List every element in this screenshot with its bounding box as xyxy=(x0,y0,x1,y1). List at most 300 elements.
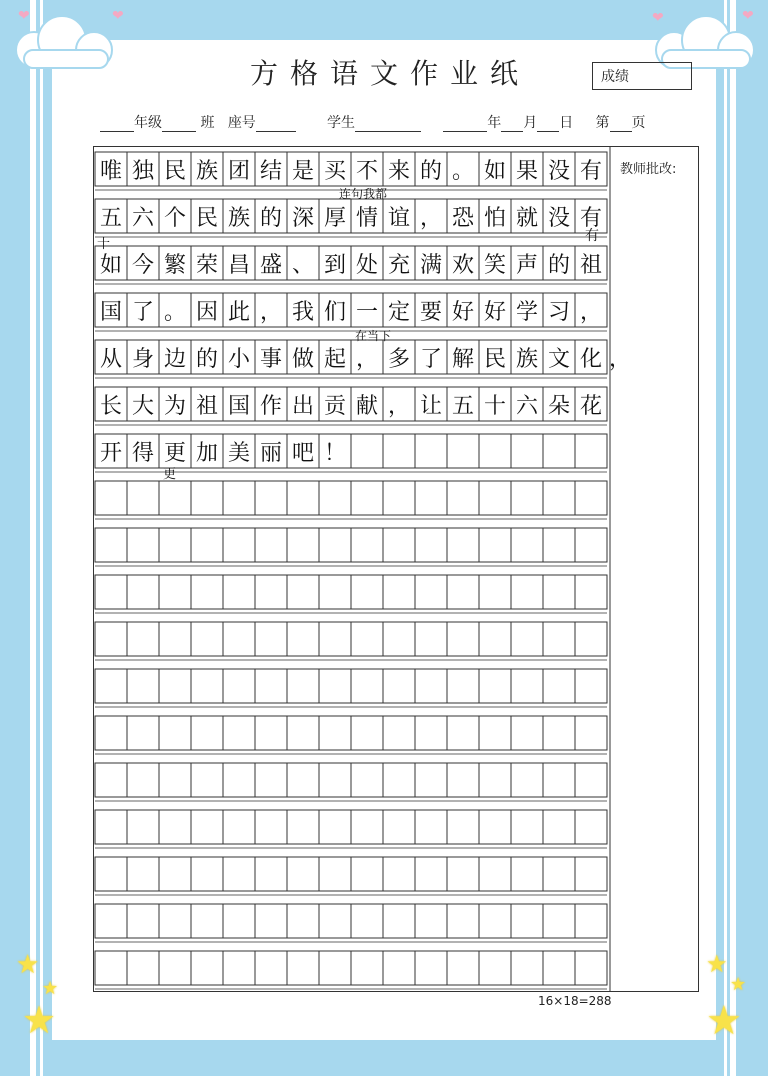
grid-cell xyxy=(127,857,159,891)
handwritten-annotation: 更 xyxy=(163,467,177,482)
grid-cell xyxy=(415,763,447,797)
handwritten-char: 因 xyxy=(195,300,219,325)
grid-cell xyxy=(127,716,159,750)
handwritten-char: 族 xyxy=(195,159,219,184)
grid-cell xyxy=(511,857,543,891)
handwritten-char: 果 xyxy=(515,159,539,184)
student-blank[interactable] xyxy=(355,117,421,132)
heart-icon: ❤ xyxy=(742,8,754,24)
grid-cell xyxy=(511,810,543,844)
grid-cell xyxy=(223,810,255,844)
grid-cell xyxy=(479,575,511,609)
grid-cell xyxy=(319,622,351,656)
grid-cell xyxy=(159,857,191,891)
handwritten-char: 团 xyxy=(227,159,251,184)
grid-cell xyxy=(575,716,607,750)
grid-cell xyxy=(383,528,415,562)
handwritten-char: 今 xyxy=(131,253,155,278)
grid-cell xyxy=(223,528,255,562)
handwritten-char: 情 xyxy=(355,206,379,231)
grid-cell xyxy=(351,904,383,938)
grid-cell xyxy=(351,481,383,515)
grid-cell xyxy=(191,622,223,656)
grid-cell xyxy=(543,716,575,750)
grid-cell xyxy=(95,810,127,844)
grid-cell xyxy=(159,481,191,515)
grid-cell xyxy=(223,716,255,750)
handwritten-char: 结 xyxy=(259,159,283,184)
grid-cell xyxy=(255,575,287,609)
grid-cell xyxy=(287,716,319,750)
teacher-comment-label: 教师批改: xyxy=(620,162,677,177)
grid-cell xyxy=(159,763,191,797)
page-blank[interactable] xyxy=(610,117,632,132)
handwritten-annotation: 十 xyxy=(97,237,111,252)
handwritten-char: 的 xyxy=(195,347,219,372)
handwritten-char: 五 xyxy=(99,206,123,231)
grid-cell xyxy=(319,857,351,891)
handwritten-char: 加 xyxy=(195,441,219,466)
handwritten-char: 来 xyxy=(387,159,411,184)
grid-cell xyxy=(511,622,543,656)
star-icon: ★ xyxy=(42,978,59,999)
grid-cell xyxy=(127,528,159,562)
grid-cell xyxy=(543,857,575,891)
grid-cell xyxy=(127,481,159,515)
handwritten-char: 声 xyxy=(515,253,539,278)
handwritten-char: 的 xyxy=(259,206,283,231)
handwritten-char: 小 xyxy=(227,347,251,372)
handwritten-char: 身 xyxy=(131,347,155,372)
grid-cell xyxy=(351,810,383,844)
grid-cell xyxy=(575,575,607,609)
grid-cell xyxy=(255,857,287,891)
grid-cell xyxy=(95,528,127,562)
grid-cell xyxy=(479,528,511,562)
grid-cell xyxy=(287,575,319,609)
grid-cell xyxy=(319,481,351,515)
grid-cell xyxy=(479,857,511,891)
grid-cell xyxy=(575,810,607,844)
handwritten-char: 美 xyxy=(227,441,251,466)
grid-cell xyxy=(95,622,127,656)
handwritten-char: 国 xyxy=(99,300,123,325)
grid-cell xyxy=(447,716,479,750)
day-label: 日 xyxy=(559,115,574,131)
grid-cell xyxy=(255,810,287,844)
score-box[interactable] xyxy=(592,62,692,90)
grid-cell xyxy=(319,528,351,562)
left-stripe-1 xyxy=(30,0,36,1076)
grid-cell xyxy=(223,857,255,891)
handwritten-char: 事 xyxy=(259,347,283,372)
grid-cell xyxy=(191,857,223,891)
page-suffix: 页 xyxy=(631,115,646,131)
grid-cell xyxy=(447,904,479,938)
grid-cell xyxy=(575,622,607,656)
grid-cell xyxy=(575,481,607,515)
grid-cell xyxy=(255,763,287,797)
grid-cell xyxy=(351,763,383,797)
grid-cell xyxy=(159,904,191,938)
grid-cell xyxy=(575,904,607,938)
grid-cell xyxy=(479,481,511,515)
grid-cell xyxy=(511,716,543,750)
grid-cell xyxy=(319,575,351,609)
grid-cell xyxy=(351,669,383,703)
grid-cell xyxy=(223,481,255,515)
page-prefix: 第 xyxy=(595,115,610,131)
handwritten-char: 民 xyxy=(195,206,219,231)
day-blank[interactable] xyxy=(537,117,559,132)
grade-blank[interactable] xyxy=(100,117,134,132)
handwritten-char: ！ xyxy=(323,441,347,466)
handwritten-char: 祖 xyxy=(579,253,603,278)
grid-cell xyxy=(191,763,223,797)
grid-cell xyxy=(479,434,511,468)
handwritten-char: 起 xyxy=(323,347,347,372)
handwritten-char: 笑 xyxy=(483,253,507,278)
handwritten-char: 好 xyxy=(483,300,507,325)
handwritten-char: 作 xyxy=(259,394,283,419)
handwritten-char: ， xyxy=(579,300,603,325)
grid-cell xyxy=(511,669,543,703)
grid-cell xyxy=(95,951,127,985)
grid-cell xyxy=(447,434,479,468)
grid-cell xyxy=(511,481,543,515)
handwritten-char: 不 xyxy=(355,159,379,184)
handwritten-char: 更 xyxy=(163,441,187,466)
grid-cell xyxy=(255,481,287,515)
star-icon: ★ xyxy=(706,950,728,978)
grid-cell xyxy=(287,528,319,562)
star-icon: ★ xyxy=(22,998,57,1042)
grid-cell xyxy=(351,951,383,985)
handwritten-char: 五 xyxy=(451,394,475,419)
handwritten-char: 民 xyxy=(163,159,187,184)
handwritten-char: 族 xyxy=(515,347,539,372)
handwritten-char: 为 xyxy=(163,394,187,419)
handwritten-char: 多 xyxy=(387,347,411,372)
handwritten-char: 化 xyxy=(579,347,603,372)
grid-cell xyxy=(255,951,287,985)
handwritten-char: 独 xyxy=(131,159,155,184)
handwritten-char: 昌 xyxy=(227,253,251,278)
handwritten-char: 开 xyxy=(99,441,123,466)
handwritten-char: 国 xyxy=(227,394,251,419)
handwritten-annotation: 在当下 xyxy=(355,329,392,343)
grid-cell xyxy=(383,904,415,938)
grid-cell xyxy=(287,857,319,891)
grid-cell xyxy=(191,810,223,844)
grid-cell xyxy=(351,528,383,562)
heart-icon: ❤ xyxy=(18,8,30,24)
grid-cell xyxy=(543,481,575,515)
grid-cell xyxy=(447,857,479,891)
grid-cell xyxy=(95,575,127,609)
grid-cell xyxy=(159,716,191,750)
grid-cell xyxy=(543,951,575,985)
grid-cell xyxy=(287,622,319,656)
handwritten-char: 如 xyxy=(483,159,507,184)
grid-cell xyxy=(543,669,575,703)
grid-cell xyxy=(127,810,159,844)
handwritten-char: 献 xyxy=(355,394,379,419)
handwritten-char: 买 xyxy=(323,159,347,184)
grid-cell xyxy=(127,951,159,985)
grid-cell xyxy=(447,481,479,515)
score-label: 成绩 xyxy=(601,69,629,85)
handwritten-char: 得 xyxy=(131,441,155,466)
handwritten-char: 深 xyxy=(291,206,315,231)
grid-cell xyxy=(479,669,511,703)
handwritten-char: 处 xyxy=(355,253,379,278)
grid-cell xyxy=(543,622,575,656)
handwritten-char: ， xyxy=(259,300,283,325)
grid-cell xyxy=(575,434,607,468)
handwritten-char: 繁 xyxy=(163,253,187,278)
grid-cell xyxy=(479,904,511,938)
grid-cell xyxy=(127,669,159,703)
grid-cell xyxy=(95,763,127,797)
handwritten-char: 的 xyxy=(419,159,443,184)
grid-cell xyxy=(191,951,223,985)
grid-cell xyxy=(415,528,447,562)
grid-cell xyxy=(287,810,319,844)
grid-cell xyxy=(447,951,479,985)
grid-cell xyxy=(351,622,383,656)
grid-cell xyxy=(255,622,287,656)
grid-cell xyxy=(447,622,479,656)
grid-cell xyxy=(447,763,479,797)
grid-cell xyxy=(383,622,415,656)
handwritten-char: 出 xyxy=(291,394,315,419)
grid-cell xyxy=(159,951,191,985)
grid-cell xyxy=(95,904,127,938)
grid-cell xyxy=(383,857,415,891)
grid-cell xyxy=(127,622,159,656)
grid-cell xyxy=(159,528,191,562)
handwritten-annotation: 有 xyxy=(585,228,599,244)
grid-cell xyxy=(95,481,127,515)
info-line xyxy=(100,112,700,132)
grid-cell xyxy=(575,857,607,891)
grid-cell xyxy=(447,810,479,844)
grid-cell xyxy=(511,575,543,609)
seat-blank[interactable] xyxy=(256,117,296,132)
grid-cell xyxy=(575,763,607,797)
grid-cell xyxy=(255,669,287,703)
grid-cell xyxy=(287,763,319,797)
handwritten-char: ， xyxy=(419,206,443,231)
grid-cell xyxy=(319,810,351,844)
handwritten-char: 花 xyxy=(579,394,603,419)
handwritten-char: 六 xyxy=(131,206,155,231)
grid-cell xyxy=(575,669,607,703)
handwritten-char: 长 xyxy=(99,394,123,419)
handwritten-char: 习 xyxy=(547,300,571,325)
grid-cell xyxy=(415,622,447,656)
handwritten-char: 定 xyxy=(387,300,411,325)
grid-cell xyxy=(383,481,415,515)
handwritten-char: 做 xyxy=(291,347,315,372)
handwritten-char: 唯 xyxy=(99,159,123,184)
grid-cell xyxy=(543,528,575,562)
handwritten-char: 我 xyxy=(291,300,315,325)
grid-cell xyxy=(415,716,447,750)
handwritten-char: ， xyxy=(387,394,411,419)
handwritten-char: 此 xyxy=(227,300,251,325)
grid-cell xyxy=(511,434,543,468)
grid-cell xyxy=(191,669,223,703)
handwritten-annotation: 连句我都 xyxy=(339,187,388,201)
handwritten-char: 了 xyxy=(419,347,443,372)
grid-cell xyxy=(319,951,351,985)
year-blank[interactable] xyxy=(443,117,487,132)
handwritten-char: 满 xyxy=(419,253,443,278)
grid-cell xyxy=(447,669,479,703)
grid-cell xyxy=(351,857,383,891)
handwritten-char: 民 xyxy=(483,347,507,372)
seat-label: 座号 xyxy=(227,115,256,131)
grid-cell xyxy=(575,528,607,562)
handwritten-char: 谊 xyxy=(387,206,411,231)
student-label: 学生 xyxy=(326,115,355,131)
handwritten-char: 大 xyxy=(131,394,155,419)
grid-cell xyxy=(415,951,447,985)
handwritten-char: 十 xyxy=(483,394,507,419)
handwritten-char: 没 xyxy=(547,206,571,231)
grid-cell xyxy=(191,575,223,609)
grid-cell xyxy=(479,951,511,985)
grid-cell xyxy=(479,763,511,797)
grid-cell xyxy=(479,716,511,750)
handwritten-char: 。 xyxy=(163,300,187,325)
right-stripe-1 xyxy=(730,0,736,1076)
grid-cell xyxy=(95,669,127,703)
grid-cell xyxy=(191,716,223,750)
handwritten-char: 要 xyxy=(419,300,443,325)
handwritten-char: 文 xyxy=(547,347,571,372)
grid-cell xyxy=(191,904,223,938)
grid-cell xyxy=(383,810,415,844)
grid-cell xyxy=(415,857,447,891)
handwritten-char: 就 xyxy=(515,206,539,231)
grid-cell xyxy=(223,904,255,938)
year-label: 年 xyxy=(487,115,502,131)
grid-cell xyxy=(223,622,255,656)
class-blank[interactable] xyxy=(162,117,196,132)
grid-cell xyxy=(159,622,191,656)
grid-cell xyxy=(255,528,287,562)
left-stripe-2 xyxy=(40,0,43,1076)
handwritten-char: 让 xyxy=(419,394,443,419)
star-icon: ★ xyxy=(706,998,742,1044)
grid-cell xyxy=(447,575,479,609)
grid-cell xyxy=(415,575,447,609)
grid-cell xyxy=(415,904,447,938)
grid-cell xyxy=(383,716,415,750)
handwritten-char: 解 xyxy=(451,347,475,372)
handwritten-char: 荣 xyxy=(195,253,219,278)
grid-cell xyxy=(319,763,351,797)
handwritten-char: 、 xyxy=(291,253,315,278)
handwritten-char: 恐 xyxy=(451,206,475,231)
grid-cell xyxy=(287,951,319,985)
grid-cell xyxy=(543,434,575,468)
grid-cell xyxy=(415,669,447,703)
month-label: 月 xyxy=(523,115,538,131)
handwritten-char: ， xyxy=(609,347,632,372)
grid-cell xyxy=(287,481,319,515)
grid-cell xyxy=(447,528,479,562)
handwritten-char: 如 xyxy=(99,253,123,278)
page-title: 方格语文作业纸 xyxy=(249,57,530,90)
star-icon: ★ xyxy=(16,950,40,980)
grade-label: 年级 xyxy=(134,115,162,131)
handwritten-char: 一 xyxy=(355,300,379,325)
grid-count: 16×18=288 xyxy=(538,994,612,1008)
handwritten-char: 吧 xyxy=(291,441,315,466)
handwritten-char: 有 xyxy=(579,206,603,231)
handwritten-char: 学 xyxy=(515,300,539,325)
handwritten-char: 充 xyxy=(387,253,411,278)
grid-cell xyxy=(255,716,287,750)
grid-cell xyxy=(159,575,191,609)
grid-cell xyxy=(351,575,383,609)
grid-cell xyxy=(511,904,543,938)
grid-cell xyxy=(127,763,159,797)
writing-grid xyxy=(93,146,699,994)
grid-cell xyxy=(543,575,575,609)
grid-cell xyxy=(383,669,415,703)
grid-cell xyxy=(287,669,319,703)
month-blank[interactable] xyxy=(501,117,523,132)
grid-cell xyxy=(383,763,415,797)
handwritten-char: 的 xyxy=(547,253,571,278)
handwritten-char: 欢 xyxy=(451,253,475,278)
grid-cell xyxy=(543,763,575,797)
grid-cell xyxy=(95,716,127,750)
grid-cell xyxy=(191,481,223,515)
handwritten-char: 贡 xyxy=(323,394,347,419)
handwritten-char: 。 xyxy=(451,159,475,184)
grid-cell xyxy=(223,669,255,703)
handwritten-char: 是 xyxy=(291,159,315,184)
grid-cell xyxy=(415,481,447,515)
handwritten-char: 厚 xyxy=(323,206,347,231)
grid-cell xyxy=(415,810,447,844)
grid-cell xyxy=(319,669,351,703)
handwritten-char: 们 xyxy=(323,300,347,325)
handwritten-char: 没 xyxy=(547,159,571,184)
grid-cell xyxy=(319,904,351,938)
grid-cell xyxy=(383,575,415,609)
grid-cell xyxy=(223,575,255,609)
handwritten-char: 祖 xyxy=(195,394,219,419)
handwritten-char: 边 xyxy=(163,347,187,372)
grid-cell xyxy=(511,951,543,985)
grid-cell xyxy=(95,857,127,891)
heart-icon: ❤ xyxy=(652,10,664,26)
grid-cell xyxy=(127,904,159,938)
grid-cell xyxy=(479,622,511,656)
heart-icon: ❤ xyxy=(112,8,124,24)
handwritten-char: 六 xyxy=(515,394,539,419)
grid-cell xyxy=(575,951,607,985)
class-label: 班 xyxy=(200,115,215,131)
grid-cell xyxy=(543,904,575,938)
